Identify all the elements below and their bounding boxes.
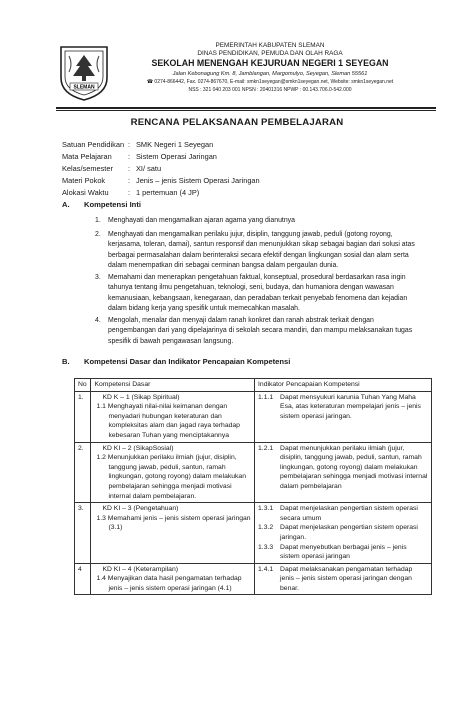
ki-text: Memahami dan menerapkan pengetahuan faktual, konseptual, prosedural berdasarkan rasa ingin tahunya tentang ilmu pengetahuan, teknologi, seni, budaya, dan humaniora dengan wawasan kemanusiaan, kebangsaan, kenegaraan, dan peradaban terkait penyebab fenomena dan kejadian dalam bidang kerja yang spesifik untuk memecahkan masalah.	[108, 274, 408, 313]
header-rule-thin	[56, 110, 436, 111]
table-row	[75, 442, 432, 503]
section-title: Kompetensi Dasar dan Indikator Pencapaian Kompetensi	[84, 357, 291, 366]
header-school-name: SEKOLAH MENENGAH KEJURUAN NEGERI 1 SEYEGAN	[151, 58, 389, 68]
indicator-text: Dapat mensyukuri karunia Tuhan Yang Maha Esa, atas keteraturan mempelajari jenis – jenis sistem operasi jaringan.	[280, 393, 421, 420]
identity-colon: :	[128, 140, 131, 149]
indicator-text: Dapat menunjukkan perilaku ilmiah (jujur, disiplin, tanggung jawab, peduli, santun, ramah lingkungan, gotong royong) dalam melakukan pembelajaran sehingga menjadi motivasi internal dalam pembelajaran	[280, 444, 428, 490]
column-header: No	[75, 379, 91, 392]
indicator-cell	[255, 442, 432, 503]
kd-cell	[91, 391, 255, 442]
kd-title: KD KI – 3 (Pengetahuan)	[102, 505, 179, 513]
indicator-text: Dapat menjelaskan pengertian sistem operasi jaringan.	[280, 524, 418, 541]
table-row	[75, 503, 432, 564]
identity-label: Alokasi Waktu	[62, 188, 109, 197]
column-header: Kompetensi Dasar	[91, 379, 255, 392]
header-ids: NSS : 321 040 203 001 NPSN : 20401316 NPWP : 00.143.706.0-542.000	[188, 87, 352, 93]
kd-description: 1.2 Menunjukkan perilaku ilmiah (jujur, disiplin, tanggung jawab, peduli, santun, ramah lingkungan, gotong royong) dalam melakukan pembelajaran sehingga menjadi motivasi internal dalam pembelajaran.	[96, 454, 246, 500]
identity-value: 1 pertemuan (4 JP)	[136, 188, 200, 197]
identity-label: Mata Pelajaran	[62, 152, 112, 161]
ki-text: Menghayati dan mengamalkan ajaran agama yang dianutnya	[108, 217, 295, 224]
identity-colon: :	[128, 176, 131, 185]
indicator	[258, 393, 428, 422]
competency-table	[74, 378, 432, 595]
logo-label: SLEMAN	[73, 84, 95, 91]
indicator	[258, 444, 428, 492]
column-header: Indikator Pencapaian Kompetensi	[255, 379, 432, 392]
indicator-text: Dapat melaksanakan pengamatan terhadap jenis – jenis sistem operasi jaringan dengan benar.	[280, 565, 413, 592]
table-row	[75, 563, 432, 595]
header-address: Jalan Kebonagung Km. 8, Jamblangan, Margomulyo, Seyegan, Sleman 55561	[172, 71, 368, 77]
indicator	[258, 523, 428, 542]
indicator-number: 1.4.1	[258, 565, 274, 573]
section-letter: B.	[62, 357, 70, 366]
row-number: 3.	[75, 503, 91, 564]
identity-value: SMK Negeri 1 Seyegan	[136, 140, 214, 149]
indicator-number: 1.1.1	[258, 393, 274, 401]
indicator-number: 1.3.1	[258, 505, 274, 513]
ki-number: 3.	[95, 274, 101, 281]
ki-number: 4.	[95, 317, 101, 324]
indicator	[258, 565, 428, 594]
header-rule-thick	[56, 107, 436, 109]
indicator	[258, 504, 428, 523]
header-department: DINAS PENDIDIKAN, PEMUDA DAN OLAH RAGA	[197, 50, 343, 57]
indicator	[258, 543, 428, 562]
section-title: Kompetensi Inti	[84, 200, 141, 209]
indicator-number: 1.3.3	[258, 543, 274, 551]
identity-colon: :	[128, 188, 131, 197]
ki-text: Menghayati dan mengamalkan perilaku jujur, disiplin, tanggung jawab, peduli (gotong royong, kerjasama, toleran, damai), santun responsif dan menunjukkan sikap sebagai bagian dari solusi atas berbagai permasalahan dalam berinteraksi secara efektif dengan lingkungan sosial dan alam serta dalam menempatkan diri sebagai cerminan bangsa dalam pergaulan dunia.	[108, 231, 415, 270]
indicator-text: Dapat menjelaskan pengertian sistem operasi secara umum	[280, 505, 418, 522]
row-number: 4	[75, 563, 91, 595]
kd-cell	[91, 503, 255, 564]
ki-number: 2.	[95, 231, 101, 238]
identity-label: Kelas/semester	[62, 164, 113, 173]
identity-label: Satuan Pendidikan	[62, 140, 125, 149]
indicator-cell	[255, 391, 432, 442]
indicator-number: 1.2.1	[258, 444, 274, 452]
kd-cell	[91, 442, 255, 503]
ki-number: 1.	[95, 217, 101, 224]
identity-value: Jenis – jenis Sistem Operasi Jaringan	[136, 176, 260, 185]
identity-value: Sistem Operasi Jaringan	[136, 152, 217, 161]
header-contact: ☎ 0274-866442, Fax. 0274-867670, E-mail: smkn1seyegan@smkn1seyegan.net, Website: smkn1seyegan.net	[146, 79, 394, 85]
identity-colon: :	[128, 152, 131, 161]
identity-value: XI/ satu	[136, 164, 162, 173]
indicator-text: Dapat menyebutkan berbagai jenis – jenis sistem operasi jaringan	[280, 543, 407, 561]
table-header-row	[75, 379, 432, 392]
kd-title: KD KI – 2 (SikapSosial)	[102, 444, 174, 452]
row-number: 2.	[75, 442, 91, 503]
kd-description: 1.1 Menghayati nilai-nilai keimanan dengan menyadari hubungan keteraturan dan kompleksitas alam dan jagad raya terhadap kebesaran Tuhan yang menciptakannya	[96, 403, 240, 439]
row-number: 1.	[75, 391, 91, 442]
section-letter: A.	[62, 200, 70, 209]
kd-description: 1.4 Menyajikan data hasil pengamatan terhadap jenis – jenis sistem operasi jaringan (4.1)	[96, 575, 242, 592]
kd-description: 1.3 Memahami jenis – jenis sistem operasi jaringan (3.1)	[96, 514, 251, 532]
ki-text: Mengolah, menalar dan menyaji dalam ranah konkret dan ranah abstrak terkait dengan pengembangan dari yang dipelajarinya di sekolah secara mandiri, dan mampu melaksanakan tugas spesifik di bawah pengawasan langsung.	[108, 317, 413, 345]
indicator-cell	[255, 563, 432, 595]
indicator-number: 1.3.2	[258, 524, 274, 532]
indicator-cell	[255, 503, 432, 564]
document-title: RENCANA PELAKSANAAN PEMBELAJARAN	[130, 117, 344, 128]
header-government: PEMERINTAH KABUPATEN SLEMAN	[215, 42, 325, 49]
kd-title: KD KI – 4 (Keterampilan)	[102, 565, 179, 573]
kd-title: KD K – 1 (Sikap Spiritual)	[102, 393, 180, 401]
kd-cell	[91, 563, 255, 595]
identity-colon: :	[128, 164, 131, 173]
table-row	[75, 391, 432, 442]
identity-label: Materi Pokok	[62, 176, 106, 185]
